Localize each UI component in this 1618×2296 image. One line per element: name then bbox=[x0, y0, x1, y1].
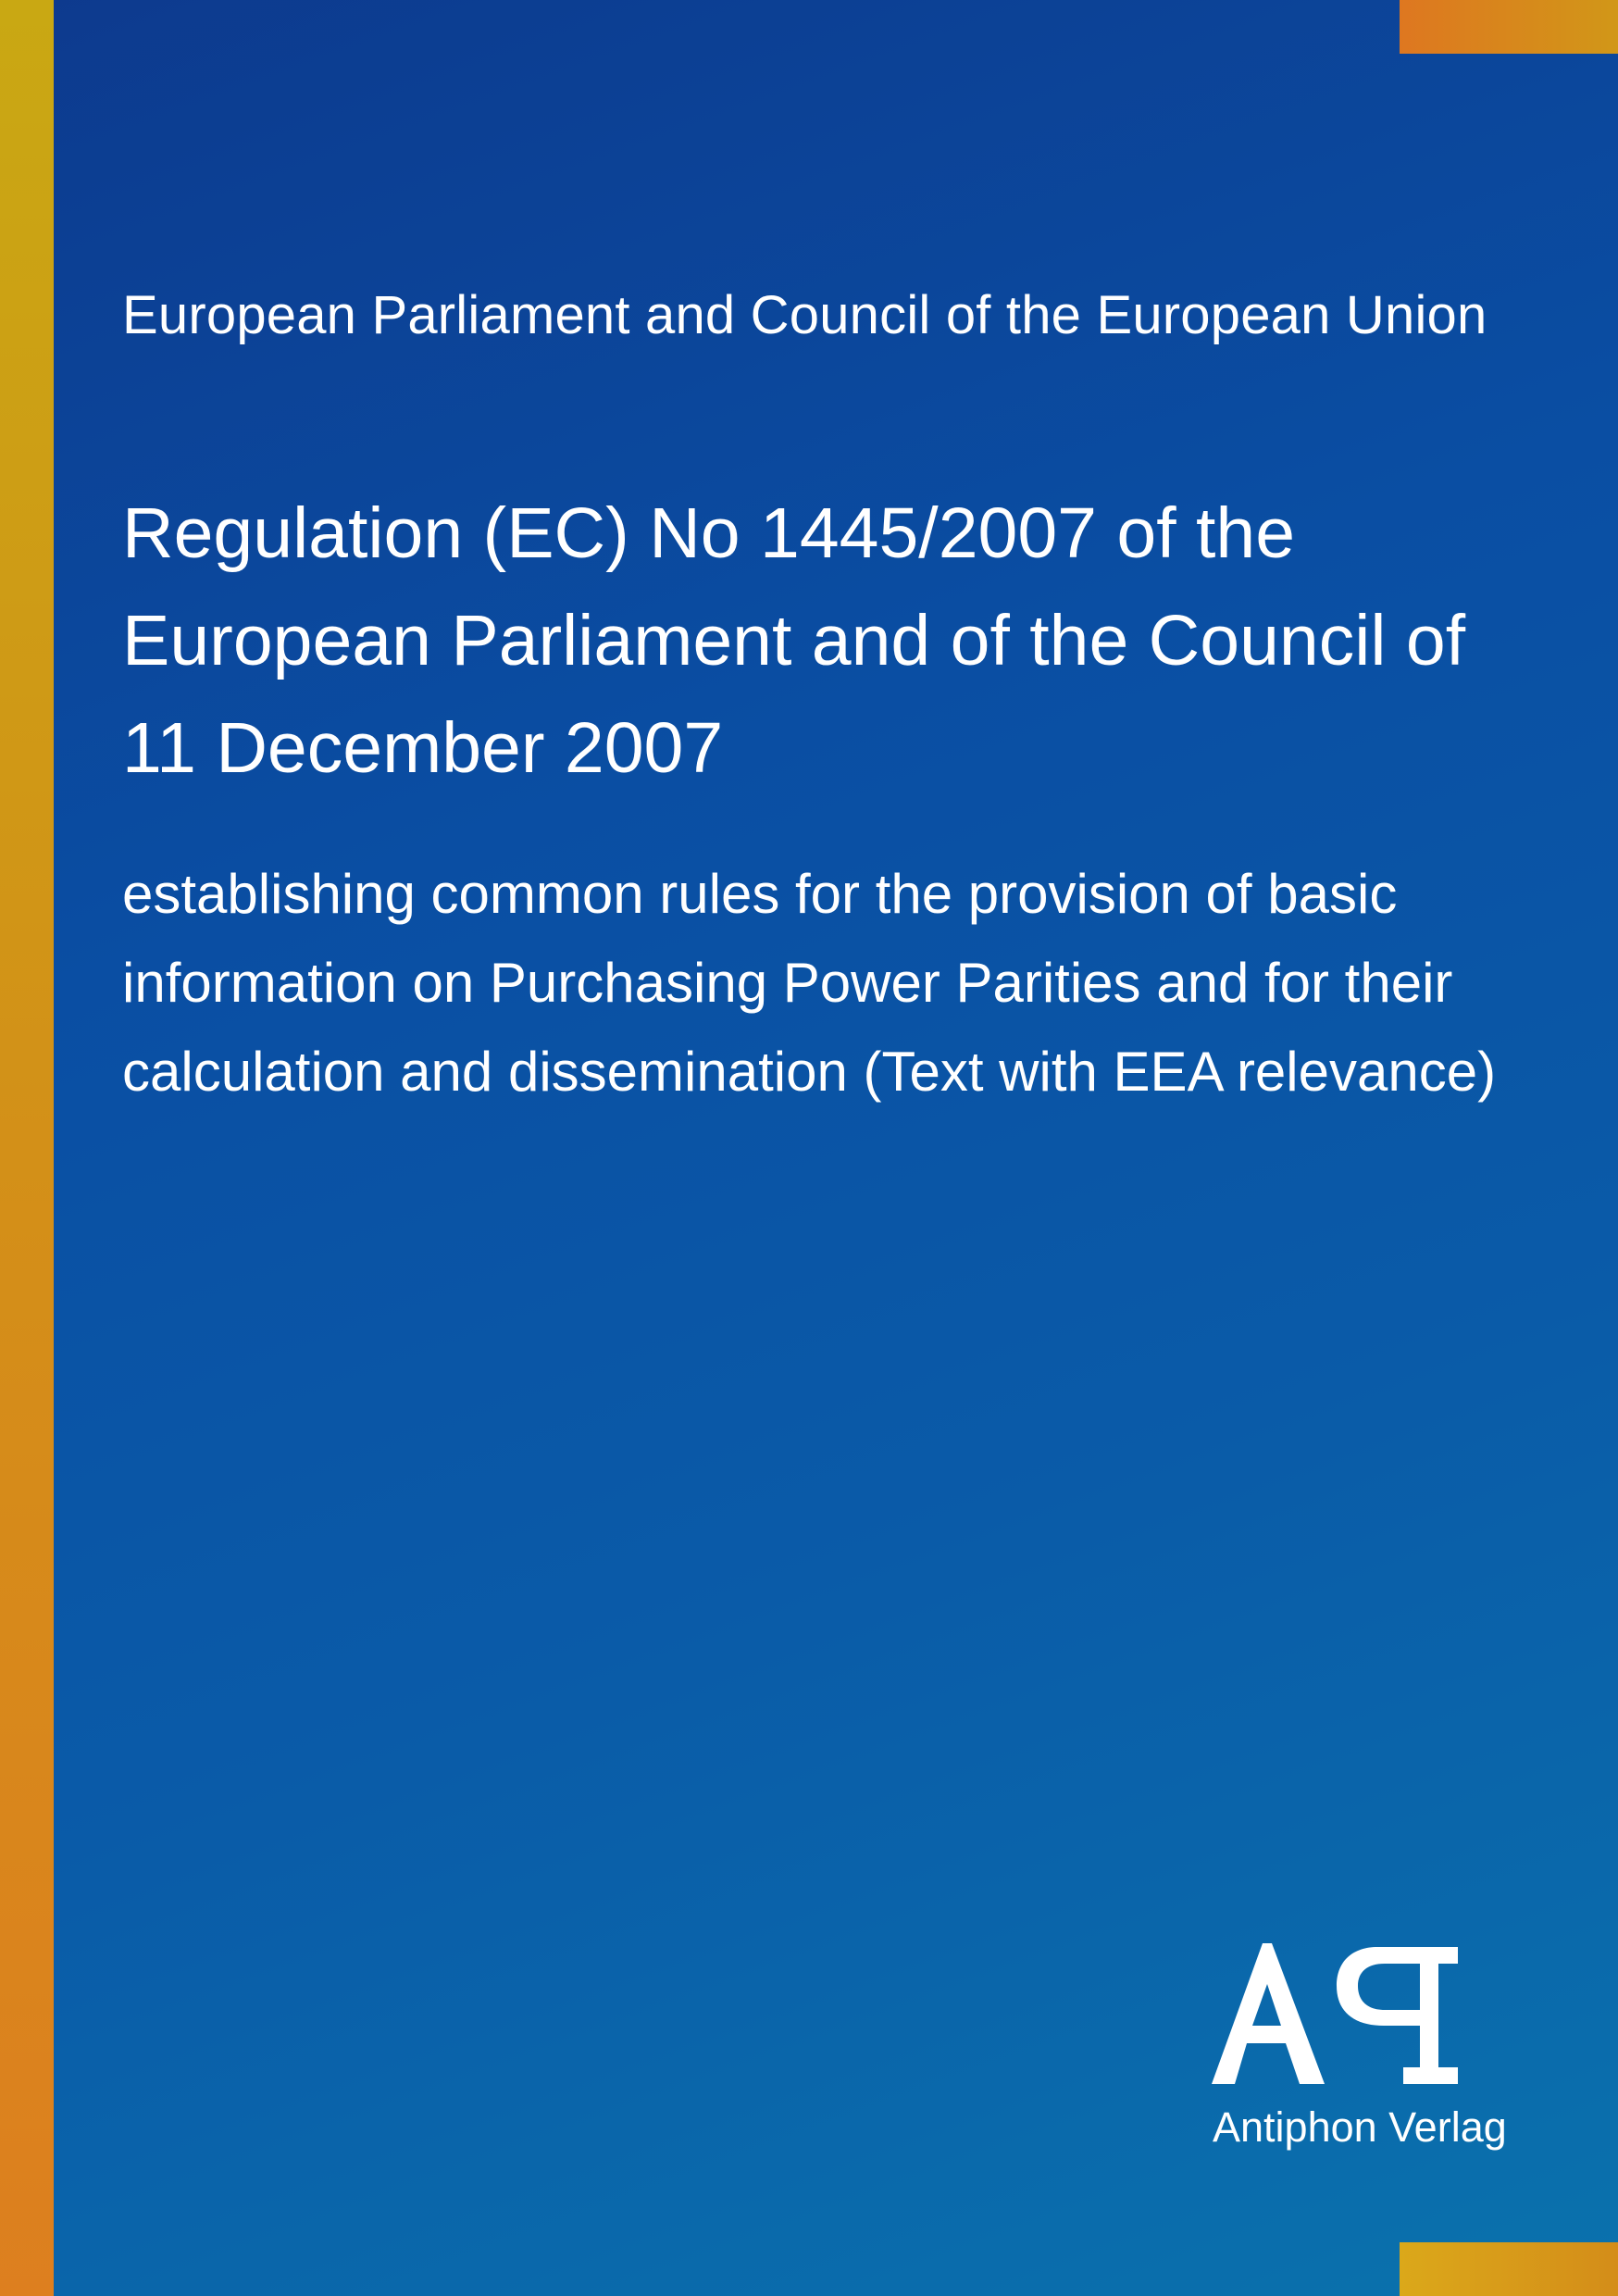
left-accent-strip bbox=[0, 0, 54, 2296]
top-right-accent-block bbox=[1400, 0, 1618, 54]
bottom-right-accent-block bbox=[1400, 2242, 1618, 2296]
publisher-name: Antiphon Verlag bbox=[1213, 2103, 1507, 2151]
publisher-logo bbox=[1208, 1930, 1476, 2088]
book-title: Regulation (EC) No 1445/2007 of the European Parliament and of the Council of 11 December 2007 bbox=[122, 493, 1466, 788]
author-name: European Parliament and Council of the European Union bbox=[122, 285, 1487, 345]
book-subtitle: establishing common rules for the provision of basic information on Purchasing Power Parities and for their calculation and dissemination (Text with EEA relevance) bbox=[122, 863, 1497, 1103]
